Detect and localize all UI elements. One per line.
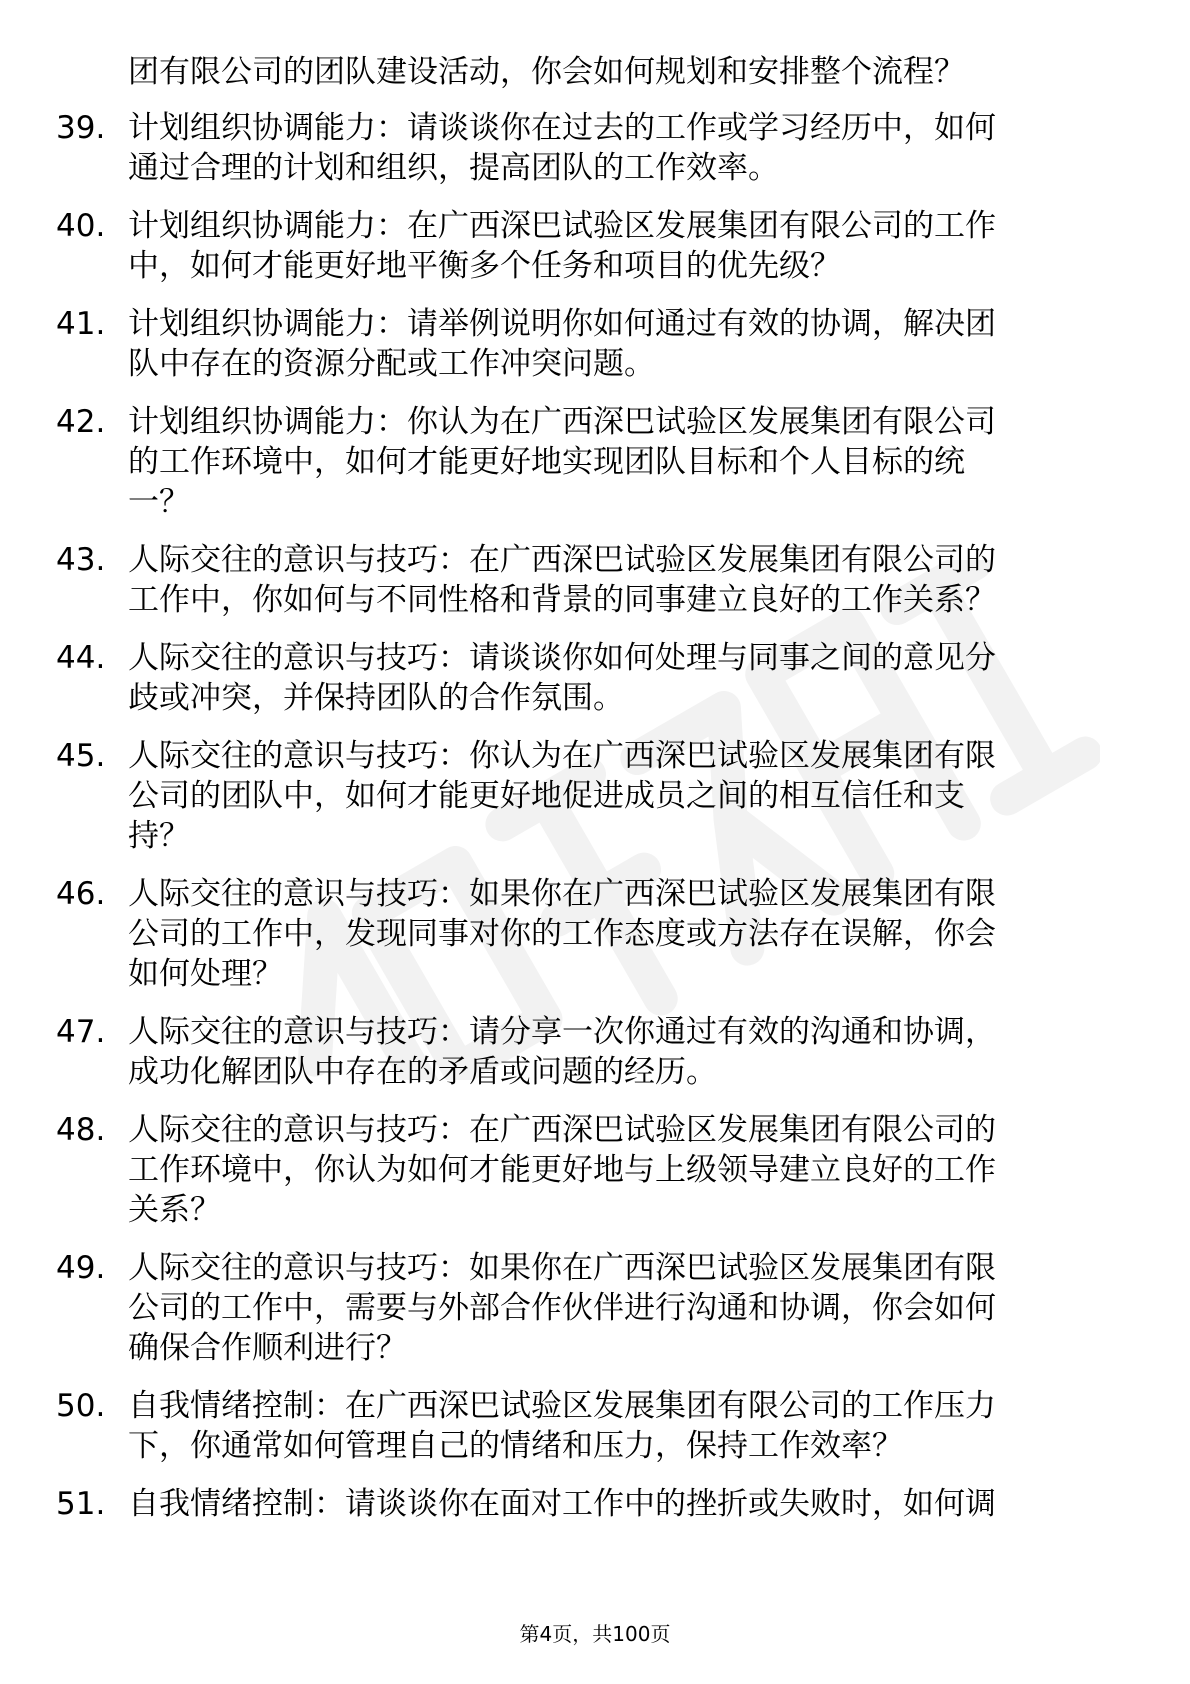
question-item [0,1012,1190,1092]
question-text-line: 公司的工作中，发现同事对你的工作态度或方法存在误解，你会 [128,916,996,952]
question-number: 42. [56,404,106,440]
question-text-line: 人际交往的意识与技巧：如果你在广西深巴试验区发展集团有限 [128,1250,996,1286]
question-text-line: 自我情绪控制：请谈谈你在面对工作中的挫折或失败时，如何调 [128,1486,996,1522]
question-text-line: 人际交往的意识与技巧：在广西深巴试验区发展集团有限公司的 [128,1112,996,1148]
question-item [0,304,1190,384]
question-text-line: 计划组织协调能力：请举例说明你如何通过有效的协调，解决团 [128,306,996,342]
question-number: 46. [56,876,106,912]
question-item [0,1386,1190,1466]
question-text-line: 人际交往的意识与技巧：在广西深巴试验区发展集团有限公司的 [128,542,996,578]
question-text-line: 计划组织协调能力：在广西深巴试验区发展集团有限公司的工作 [128,208,996,244]
question-text-line: 持？ [128,818,190,854]
question-text-line: 人际交往的意识与技巧：如果你在广西深巴试验区发展集团有限 [128,876,996,912]
question-item [0,1110,1190,1230]
question-item [0,206,1190,286]
question-item [0,108,1190,188]
question-text-line: 如何处理？ [128,956,283,992]
question-number: 43. [56,542,106,578]
question-text-line: 队中存在的资源分配或工作冲突问题。 [128,346,655,382]
question-number: 48. [56,1112,106,1148]
question-item [0,1248,1190,1368]
question-text-line: 下，你通常如何管理自己的情绪和压力，保持工作效率？ [128,1428,903,1464]
question-number: 39. [56,110,106,146]
question-number: 51. [56,1486,106,1522]
question-number: 44. [56,640,106,676]
question-number: 50. [56,1388,106,1424]
question-text-line: 工作中，你如何与不同性格和背景的同事建立良好的工作关系？ [128,582,996,618]
question-item [0,638,1190,718]
question-text-line: 确保合作顺利进行？ [128,1330,407,1366]
question-text-line: 一？ [128,484,190,520]
question-text-line: 人际交往的意识与技巧：你认为在广西深巴试验区发展集团有限 [128,738,996,774]
question-item [0,874,1190,994]
question-item [0,540,1190,620]
question-text-line: 公司的团队中，如何才能更好地促进成员之间的相互信任和支 [128,778,965,814]
question-text-line: 关系？ [128,1192,221,1228]
question-number: 49. [56,1250,106,1286]
question-text-line: 人际交往的意识与技巧：请谈谈你如何处理与同事之间的意见分 [128,640,996,676]
question-text-line: 歧或冲突，并保持团队的合作氛围。 [128,680,624,716]
continuation-text: 团有限公司的团队建设活动，你会如何规划和安排整个流程？ [128,54,965,90]
question-text-line: 中，如何才能更好地平衡多个任务和项目的优先级？ [128,248,841,284]
question-number: 40. [56,208,106,244]
question-text-line: 自我情绪控制：在广西深巴试验区发展集团有限公司的工作压力 [128,1388,996,1424]
question-text-line: 成功化解团队中存在的矛盾或问题的经历。 [128,1054,717,1090]
question-number: 47. [56,1014,106,1050]
question-item [0,402,1190,522]
question-text-line: 通过合理的计划和组织，提高团队的工作效率。 [128,150,779,186]
question-text-line: 人际交往的意识与技巧：请分享一次你通过有效的沟通和协调， [128,1014,996,1050]
question-text-line: 计划组织协调能力：你认为在广西深巴试验区发展集团有限公司 [128,404,996,440]
question-item [0,1484,1190,1524]
question-item [0,736,1190,856]
question-text-line: 的工作环境中，如何才能更好地实现团队目标和个人目标的统 [128,444,965,480]
question-number: 45. [56,738,106,774]
question-text-line: 计划组织协调能力：请谈谈你在过去的工作或学习经历中，如何 [128,110,996,146]
question-text-line: 工作环境中，你认为如何才能更好地与上级领导建立良好的工作 [128,1152,996,1188]
question-number: 41. [56,306,106,342]
page-footer: 第4页，共100页 [519,1622,671,1646]
question-text-line: 公司的工作中，需要与外部合作伙伴进行沟通和协调，你会如何 [128,1290,996,1326]
